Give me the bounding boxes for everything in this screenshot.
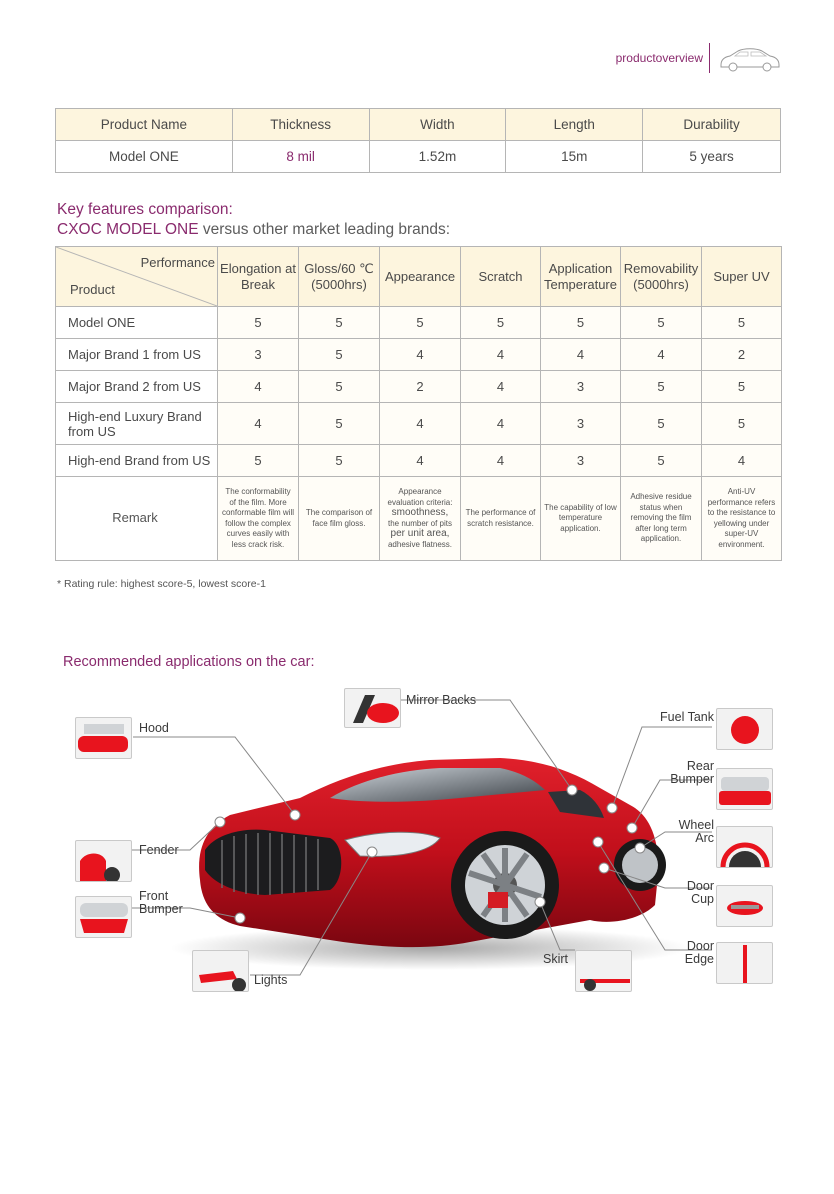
comparison-row (56, 307, 782, 339)
comparison-header-row (56, 247, 782, 307)
hood-thumbnail (75, 717, 132, 759)
score-cell: 5 (299, 339, 380, 371)
label-door-edge-line: Door (686, 939, 714, 953)
header-divider (709, 43, 710, 73)
rear-bumper-thumbnail (716, 768, 773, 810)
remark-scratch: The performance of scratch resistance. (461, 477, 541, 561)
score-cell: 5 (621, 371, 702, 403)
score-cell: 4 (380, 445, 461, 477)
score-cell: 2 (702, 339, 782, 371)
wheel-arc-film-icon (717, 827, 773, 868)
spec-cell-durability: 5 years (643, 141, 781, 173)
label-door-cup-line: Door (686, 879, 714, 893)
spec-cell-length: 15m (506, 141, 643, 173)
score-cell: 4 (541, 339, 621, 371)
col-gloss: Gloss/60 ℃ (5000hrs) (299, 247, 380, 307)
score-cell: 5 (621, 445, 702, 477)
mirror-thumbnail (344, 688, 401, 728)
comparison-row (56, 445, 782, 477)
applications-title: Recommended applications on the car: (63, 654, 315, 670)
skirt-thumbnail (575, 950, 632, 992)
corner-product: Product (70, 282, 115, 297)
fender-film-icon (76, 841, 132, 882)
rear-bumper-film-icon (717, 769, 773, 810)
label-mirror-backs: Mirror Backs (406, 693, 477, 707)
mirror-film-icon (345, 689, 401, 728)
score-cell: 5 (621, 307, 702, 339)
label-fender: Fender (139, 843, 179, 857)
remark-removability: Adhesive residue status when removing the film after long term application. (621, 477, 702, 561)
car-outline-icon (718, 43, 782, 73)
label-wheel-arc-line: Wheel (678, 818, 714, 832)
score-cell: 5 (702, 403, 782, 445)
wheel-arc-thumbnail (716, 826, 773, 868)
spec-cell-width: 1.52m (369, 141, 506, 173)
fuel-tank-film-icon (717, 709, 773, 750)
remark-label: Remark (56, 477, 218, 561)
score-cell: 5 (621, 403, 702, 445)
row-label: Model ONE (56, 307, 218, 339)
score-cell: 3 (541, 371, 621, 403)
comparison-table (55, 246, 782, 561)
row-label: Major Brand 1 from US (56, 339, 218, 371)
remark-row (56, 477, 782, 561)
features-title (57, 200, 450, 240)
score-cell: 5 (299, 307, 380, 339)
col-temperature: Application Temperature (541, 247, 621, 307)
score-cell: 4 (461, 445, 541, 477)
spec-row (56, 141, 781, 173)
remark-temperature: The capability of low temperature application. (541, 477, 621, 561)
comparison-row (56, 339, 782, 371)
spec-table (55, 108, 781, 173)
score-cell: 3 (541, 403, 621, 445)
remark-appearance-line: Appearance evaluation criteria: (387, 487, 453, 507)
score-cell: 3 (541, 445, 621, 477)
score-cell: 5 (218, 445, 299, 477)
fender-thumbnail (75, 840, 132, 882)
fuel-thumbnail (716, 708, 773, 750)
spec-col-thickness: Thickness (232, 109, 369, 141)
score-cell: 5 (380, 307, 461, 339)
label-fuel-tank: Fuel Tank (660, 710, 714, 724)
col-removability: Removability (5000hrs) (621, 247, 702, 307)
remark-appearance-line: adhesive flatness. (387, 539, 453, 549)
features-title-rest: versus other market leading brands: (198, 221, 451, 238)
label-rear-bumper (650, 760, 714, 786)
row-label: Major Brand 2 from US (56, 371, 218, 403)
label-skirt: Skirt (543, 952, 568, 966)
col-elongation: Elongation at Break (218, 247, 299, 307)
features-title-line1: Key features comparison: (57, 201, 233, 218)
section-title: productoverview (615, 51, 703, 65)
label-door-edge-line: Edge (684, 952, 714, 966)
remark-appearance-line: per unit area, (390, 528, 450, 539)
door-cup-film-icon (717, 886, 773, 927)
score-cell: 5 (541, 307, 621, 339)
car-diagram (0, 680, 834, 1000)
score-cell: 5 (461, 307, 541, 339)
score-cell: 4 (702, 445, 782, 477)
front-bumper-thumbnail (75, 896, 132, 938)
spec-col-product-name: Product Name (56, 109, 233, 141)
label-lights: Lights (254, 973, 288, 987)
remark-appearance-line: the number of pits (387, 518, 453, 528)
spec-col-width: Width (369, 109, 506, 141)
score-cell: 3 (218, 339, 299, 371)
skirt-film-icon (576, 951, 632, 992)
label-door-edge (650, 940, 714, 966)
rating-rule: * Rating rule: highest score-5, lowest score-1 (57, 578, 266, 590)
label-rear-bumper-line: Bumper (670, 772, 714, 786)
features-title-line2 (57, 220, 450, 240)
label-door-cup-line: Cup (691, 892, 714, 906)
spec-header-row (56, 109, 781, 141)
col-superuv: Super UV (702, 247, 782, 307)
hood-film-icon (76, 718, 132, 759)
score-cell: 5 (702, 371, 782, 403)
row-label: High-end Brand from US (56, 445, 218, 477)
remark-appearance-line: smoothness, (391, 507, 449, 518)
comparison-corner-cell (56, 247, 218, 307)
lights-film-icon (193, 951, 249, 992)
label-front-bumper (139, 890, 183, 916)
label-front-bumper-line: Bumper (139, 902, 183, 916)
score-cell: 5 (299, 403, 380, 445)
corner-performance: Performance (140, 255, 215, 270)
score-cell: 4 (621, 339, 702, 371)
score-cell: 4 (461, 339, 541, 371)
features-brand: CXOC MODEL ONE (57, 221, 199, 238)
row-label: High-end Luxury Brand from US (56, 403, 218, 445)
score-cell: 5 (299, 371, 380, 403)
score-cell: 4 (380, 403, 461, 445)
score-cell: 4 (380, 339, 461, 371)
col-scratch: Scratch (461, 247, 541, 307)
label-hood: Hood (139, 721, 169, 735)
score-cell: 4 (218, 371, 299, 403)
remark-gloss: The comparison of face film gloss. (299, 477, 380, 561)
comparison-row (56, 371, 782, 403)
score-cell: 4 (461, 371, 541, 403)
remark-superuv: Anti-UV performance refers to the resistance to yellowing under super-UV environment. (702, 477, 782, 561)
score-cell: 4 (218, 403, 299, 445)
spec-cell-product: Model ONE (56, 141, 233, 173)
col-appearance: Appearance (380, 247, 461, 307)
label-wheel-arc (650, 819, 714, 845)
front-bumper-film-icon (76, 897, 132, 938)
spec-col-length: Length (506, 109, 643, 141)
door-edge-thumbnail (716, 942, 773, 984)
score-cell: 5 (299, 445, 380, 477)
door-cup-thumbnail (716, 885, 773, 927)
score-cell: 5 (218, 307, 299, 339)
label-front-bumper-line: Front (139, 889, 169, 903)
spec-col-durability: Durability (643, 109, 781, 141)
page-header (616, 42, 782, 74)
score-cell: 4 (461, 403, 541, 445)
label-door-cup (650, 880, 714, 906)
door-edge-film-icon (717, 943, 773, 984)
label-rear-bumper-line: Rear (686, 759, 714, 773)
lights-thumbnail (192, 950, 249, 992)
spec-cell-thickness: 8 mil (232, 141, 369, 173)
remark-appearance (380, 477, 461, 561)
score-cell: 5 (702, 307, 782, 339)
comparison-row (56, 403, 782, 445)
score-cell: 2 (380, 371, 461, 403)
label-wheel-arc-line: Arc (695, 831, 714, 845)
remark-elongation: The conformability of the film. More conformable film will follow the complex curves easily with less crack risk. (218, 477, 299, 561)
